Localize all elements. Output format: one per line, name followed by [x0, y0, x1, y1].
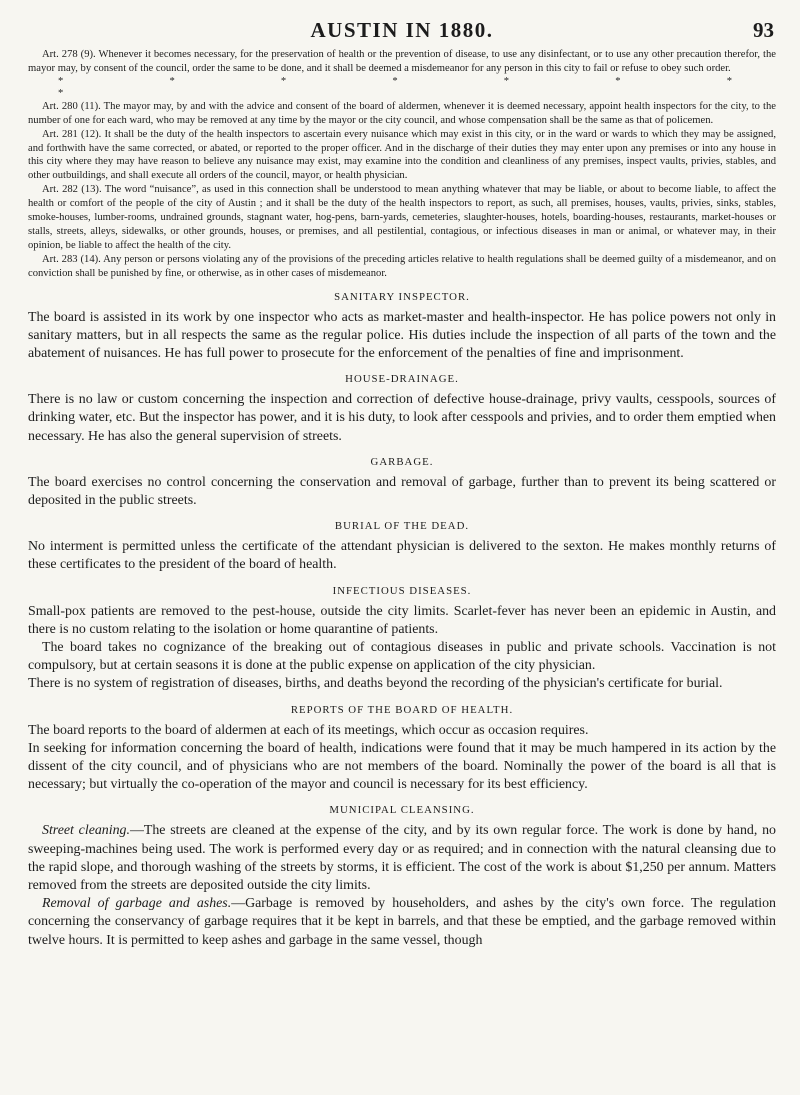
article-280: Art. 280 (11). The mayor may, by and with the advice and consent of the board of aldermen, whenever it is deemed necessary, appoint health inspectors for the city, to the number of one for each ward, who may be removed at any time by the mayor or the city council, and whose compensation shall be the same as that of policemen.: [28, 100, 776, 126]
reports-paragraph-1: The board reports to the board of aldermen at each of its meetings, which occur as occasion requires.: [28, 722, 589, 738]
heading-reports: REPORTS OF THE BOARD OF HEALTH.: [290, 703, 514, 716]
street-cleaning-text: —The streets are cleaned at the expense of the city, and by its own regular force. The work is done by hand, no sweeping-machines being used. The work is performed every day or as required; and in connection with the natural cleansing due to the rapid slope, and thorough washing of the streets by storms, it is efficient. The cost of the work is about $1,250 per annum. Matters removed from the streets are deposited outside the city limits.: [28, 823, 776, 894]
page-number: 93: [753, 18, 774, 42]
burial-paragraph: No interment is permitted unless the certificate of the attendant physician is delivered to the sexton. He makes monthly returns of these certificates to the president of the board of health.: [28, 539, 776, 573]
infectious-paragraph-2: The board takes no cognizance of the breaking out of contagious diseases in public and private schools. Vaccination is not compulsory, but at certain seasons it is done at the public expense on application of the city physician.: [28, 640, 776, 674]
garbage-paragraph: The board exercises no control concerning the conservation and removal of garbage, further than to prevent its being scattered or deposited in the public streets.: [28, 474, 776, 509]
infectious-paragraph-1: Small-pox patients are removed to the pest-house, outside the city limits. Scarlet-fever has never been an epidemic in Austin, and there is no custom relating to the isolation or home quarantine of patients.: [28, 603, 776, 637]
article-281: Art. 281 (12). It shall be the duty of the health inspectors to ascertain every nuisance which may exist in this city, or in the ward or wards to which they may be assigned, and forthwith have the same corrected, or abated, or reported to the proper officer. And in the discharge of their duties they may enter upon any premises or into any house in this city where they may have reason to believe any nuisance may exist, may examine into the condition and cleanliness of any premises, inspect vaults, privies, stables, and other outbuildings, and shall execute all orders of the council, mayor, or health physician.: [28, 128, 776, 182]
street-cleaning-paragraph: [28, 822, 776, 895]
garbage-removal-label: Removal of garbage and ashes.: [42, 896, 232, 912]
omission-stars: * * * * * * * *: [58, 75, 776, 99]
heading-garbage: GARBAGE.: [370, 455, 434, 468]
article-282: Art. 282 (13). The word “nuisance”, as used in this connection shall be understood to mean anything whatever that may be liable, or about to become liable, to affect the health or comfort of the people of the city of Austin ; and it shall be the duty of the health inspectors to report, as such, all premises, houses, vaults, privies, sinks, stables, smoke-houses, lumber-rooms, undrained grounds, stagnant water, hog-pens, barn-yards, cemeteries, slaughter-houses, hotels, boarding-houses, restaurants, market-houses or stalls, streets, alleys, sidewalks, or other grounds, houses, or premises, and all pestilential, contagious, or infectious diseases in man or animal, or whatever may, in their opinion, be liable to affect the health of the city.: [28, 184, 776, 251]
drainage-paragraph: There is no law or custom concerning the inspection and correction of defective house-drainage, privy vaults, cesspools, sources of drinking water, etc. But the inspector has power, and it is his duty, to look after cesspools and privies, and to order them emptied when necessary. He has also the general supervision of streets.: [28, 392, 776, 444]
infectious-paragraph-3: There is no system of registration of diseases, births, and deaths beyond the recording of the physician's certificate for burial.: [28, 676, 723, 692]
page-header: [28, 14, 776, 48]
reports-paragraph-2: In seeking for information concerning the board of health, indications were found that it may be much hampered in its action by the dissent of the city council, and of physicians who are not members of the board. Nominally the power of the board is all that is necessary; but virtually the co-operation of the mayor and council is necessary for its best efficiency.: [28, 740, 776, 793]
article-283: Art. 283 (14). Any person or persons violating any of the provisions of the preceding articles relative to health regulations shall be deemed guilty of a misdemeanor, and on conviction shall be punished by fine, or otherwise, as in other cases of misdemeanor.: [28, 253, 776, 279]
heading-sanitary-inspector: SANITARY INSPECTOR.: [334, 290, 470, 303]
street-cleaning-label: Street cleaning.: [42, 823, 130, 839]
heading-house-drainage: HOUSE-DRAINAGE.: [345, 373, 459, 386]
article-278: Art. 278 (9). Whenever it becomes necessary, for the preservation of health or the prevention of disease, to use any disinfectant, or to use any other precaution therefor, the mayor may, by consent of the council, order the same to be done, and it shall be deemed a misdemeanor for any person in this city to fail or refuse to obey such order.: [28, 49, 776, 74]
heading-burial: BURIAL OF THE DEAD.: [334, 520, 470, 533]
garbage-removal-paragraph: [28, 895, 776, 950]
garbage-removal-text: —Garbage is removed by householders, and ashes by the city's own force. The regulation concerning the conservancy of garbage requires that it be kept in barrels, and that these be emptied, and the garbage removed within twelve hours. It is permitted to keep ashes and garbage in the same vessel, though: [28, 896, 777, 948]
heading-infectious-diseases: INFECTIOUS DISEASES.: [332, 584, 472, 597]
running-title: AUSTIN IN 1880.: [310, 18, 494, 42]
heading-municipal-cleansing: MUNICIPAL CLEANSING.: [329, 804, 475, 817]
ordinance-articles: [28, 48, 776, 281]
inspector-paragraph: The board is assisted in its work by one inspector who acts as market-master and health-inspector. He has police powers not only in sanitary matters, but in all respects the same as the regular police. His duties include the inspection of all parts of the town and the abatement of nuisances. He has full power to prosecute for the enforcement of the penalties of fine and imprisonment.: [28, 309, 776, 361]
